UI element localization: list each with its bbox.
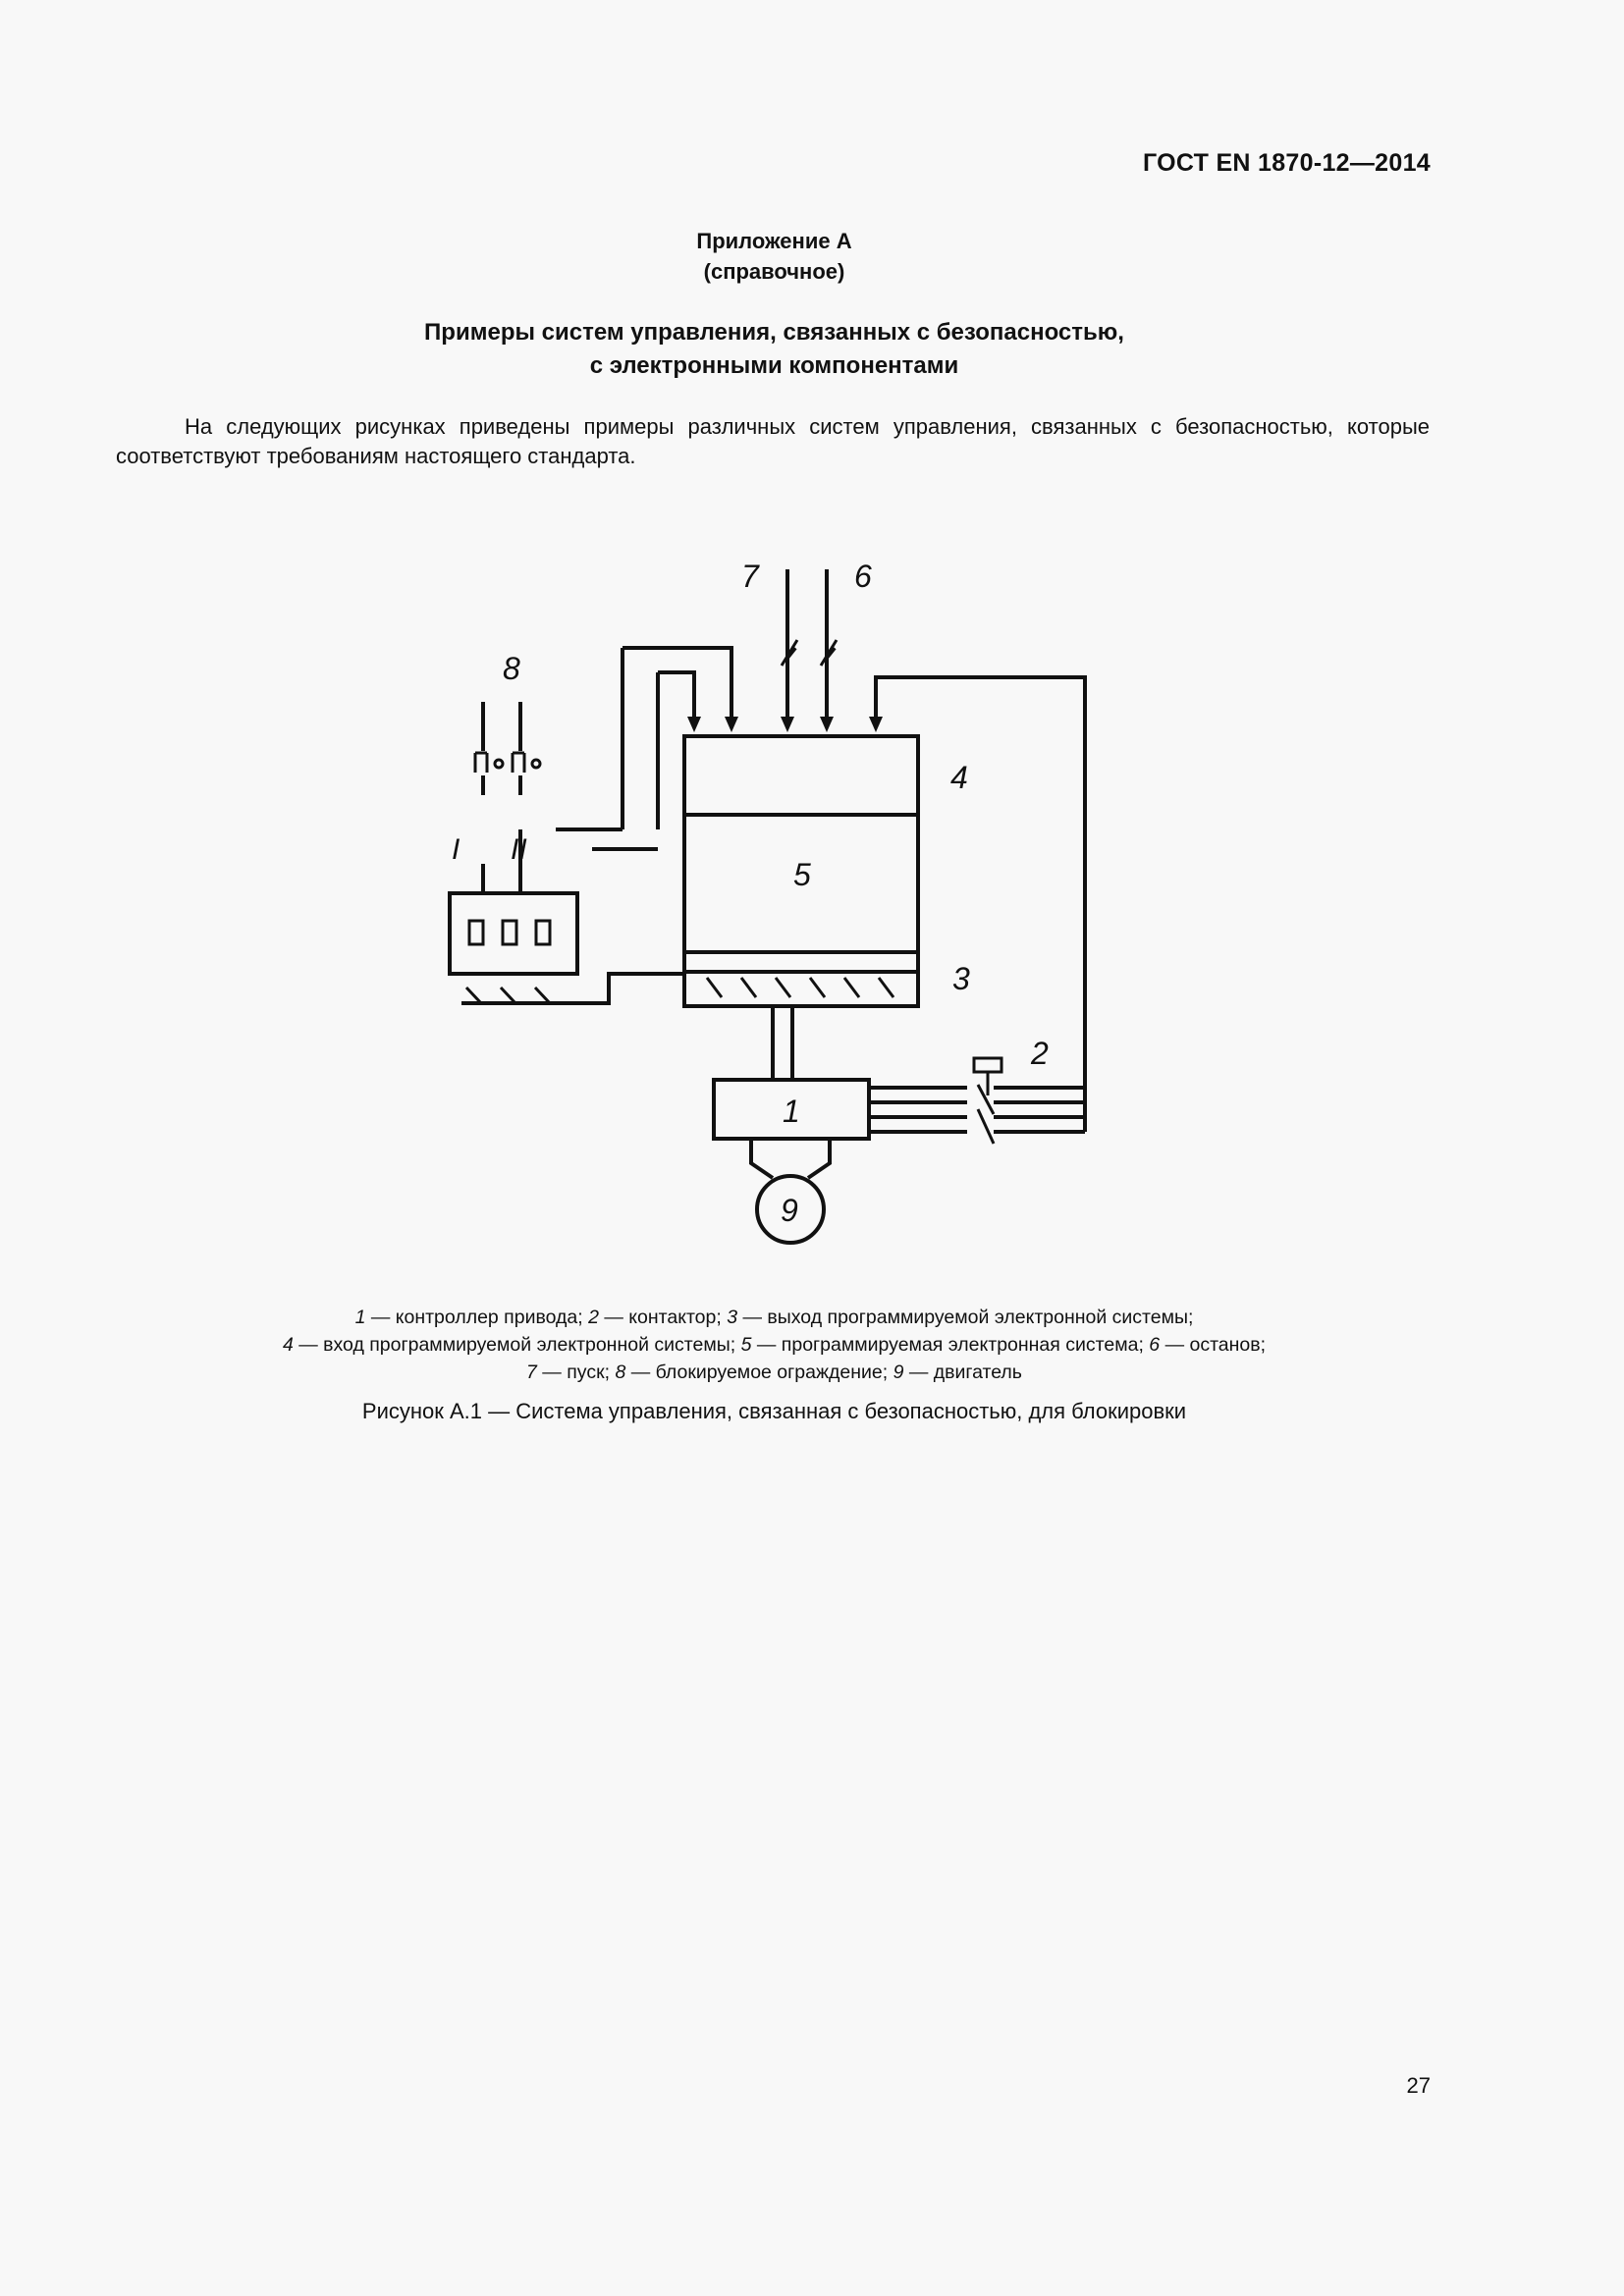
guard-switches: [475, 702, 540, 893]
legend-text: — контроллер привода;: [365, 1307, 589, 1328]
legend-line-2: [0, 1331, 1548, 1359]
legend-text: — вход программируемой электронной системы;: [293, 1334, 741, 1356]
intro-paragraph: На следующих рисунках приведены примеры различных систем управления, связанных с безопасностью, которые соответствуют требованиям настоящего стандарта.: [116, 414, 1430, 468]
appendix-kind: (справочное): [703, 259, 845, 284]
label-2: 2: [1031, 1036, 1049, 1071]
legend-text: — пуск;: [536, 1362, 616, 1383]
legend-text: — блокируемое ограждение;: [625, 1362, 893, 1383]
legend-text: — останов;: [1160, 1334, 1267, 1356]
label-9: 9: [781, 1193, 798, 1228]
label-5: 5: [793, 857, 811, 892]
legend-num: 6: [1149, 1334, 1161, 1356]
motor-link-left: [751, 1139, 773, 1178]
document-code: ГОСТ EN 1870-12—2014: [1143, 149, 1431, 177]
legend-text: — двигатель: [903, 1362, 1022, 1383]
legend-text: — программируемая электронная система;: [751, 1334, 1150, 1356]
figure-legend: [0, 1304, 1548, 1386]
appendix-label: Приложение А: [696, 229, 852, 253]
legend-text: — контактор;: [598, 1307, 728, 1328]
safety-control-diagram: [432, 550, 1119, 1256]
label-1: 1: [783, 1094, 800, 1129]
section-title-line-1: Примеры систем управления, связанных с безопасностью,: [424, 319, 1124, 346]
pes-output-hatching: [707, 978, 893, 997]
label-6: 6: [854, 559, 872, 594]
ground-hatching: [466, 988, 550, 1003]
legend-text: — выход программируемой электронной системы;: [737, 1307, 1194, 1328]
legend-num: 1: [354, 1307, 366, 1328]
legend-num: 5: [740, 1334, 752, 1356]
section-title: [0, 316, 1548, 383]
legend-num: 7: [526, 1362, 537, 1383]
ground-wire: [461, 974, 684, 1003]
appendix-heading: [0, 226, 1548, 287]
label-switch-II: II: [511, 833, 527, 866]
label-8: 8: [503, 651, 520, 686]
pes-input-arrows: [687, 717, 883, 732]
contactor-feedback-wire: [876, 677, 1085, 1132]
legend-num: 3: [727, 1307, 738, 1328]
section-title-line-2: с электронными компонентами: [589, 352, 959, 379]
legend-num: 8: [615, 1362, 626, 1383]
motor-link-right: [808, 1139, 830, 1178]
label-4: 4: [950, 760, 968, 795]
legend-line-1: [0, 1304, 1548, 1331]
guard-lock-contacts: [469, 921, 550, 944]
legend-num: 9: [893, 1362, 904, 1383]
legend-num: 4: [282, 1334, 294, 1356]
legend-num: 2: [588, 1307, 599, 1328]
page-number: 27: [1406, 2073, 1431, 2098]
figure-caption: Рисунок А.1 — Система управления, связанная с безопасностью, для блокировки: [361, 1399, 1187, 1423]
label-3: 3: [952, 961, 970, 996]
label-7: 7: [741, 559, 759, 594]
guard-switch-II-wire: [658, 672, 694, 707]
legend-line-3: [0, 1359, 1548, 1386]
label-switch-I: I: [452, 833, 460, 866]
guard-switch-I-wire: [623, 648, 731, 707]
